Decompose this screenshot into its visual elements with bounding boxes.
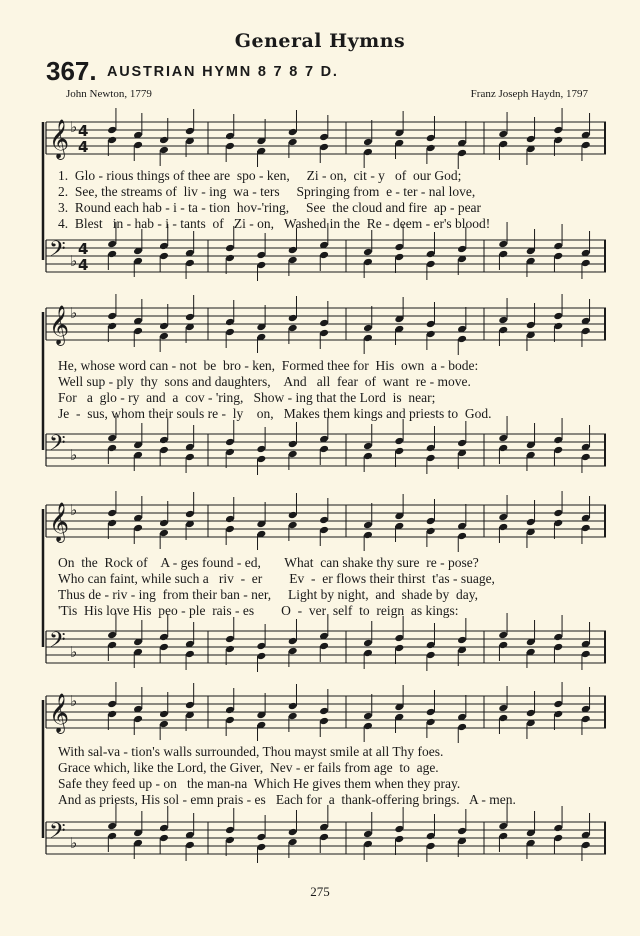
lyric-line: He, whose word can - not be bro - ken, Formed thee for His own a - bode: [58, 358, 479, 373]
lyrics-block [58, 555, 608, 619]
lyrics-block [58, 744, 608, 808]
music-system-4 [40, 688, 610, 873]
bass-staff [46, 613, 606, 672]
key-signature-flat-icon: ♭ [70, 643, 78, 661]
composer-credit: Franz Joseph Haydn, 1797 [470, 88, 588, 100]
treble-staff [46, 294, 606, 355]
bass-staff [46, 416, 606, 475]
lyric-line: Well sup - ply thy sons and daughters, And all fear of want re - move. [58, 374, 471, 389]
key-signature-flat-icon: ♭ [70, 118, 78, 136]
key-signature-flat-icon: ♭ [70, 692, 78, 710]
lyricist-credit: John Newton, 1779 [66, 88, 152, 100]
lyric-line: Who can faint, while such a riv - er Ev - er flows their thirst t'as - suage, [58, 571, 495, 586]
lyric-line: Safe they feed up - on the man-na Which He gives them when they pray. [58, 776, 461, 791]
music-system-2 [40, 300, 610, 485]
key-signature-flat-icon: ♭ [70, 446, 78, 464]
lyric-line: 2. See, the streams of liv - ing wa - ters Springing from e - ter - nal love, [58, 184, 476, 199]
music-system-1 [40, 110, 610, 288]
lyric-line: 4. Blest in - hab - i - tants of Zi - on, Washed in the Re - deem - er's blood! [58, 216, 491, 231]
time-signature-digit: 4 [78, 256, 89, 274]
bass-staff [46, 804, 606, 863]
lyric-line: 3. Round each hab - i - ta - tion hov-'ring, See the cloud and fire ap - pear [58, 200, 482, 215]
tune-name: AUSTRIAN HYMN 8 7 8 7 D. [107, 64, 339, 80]
bass-clef-icon: 𝄢 [49, 431, 66, 461]
lyrics-block [58, 358, 608, 422]
lyrics-block [58, 168, 608, 232]
treble-staff [46, 108, 606, 169]
time-signature-digit: 4 [78, 138, 89, 156]
key-signature-flat-icon: ♭ [70, 304, 78, 322]
lyric-line: On the Rock of A - ges found - ed, What can shake thy sure re - pose? [58, 555, 479, 570]
lyric-line: Thus de - riv - ing from their ban - ner, Light by night, and shade by day, [58, 587, 478, 602]
lyric-line: With sal-va - tion's walls surrounded, Thou mayst smile at all Thy foes. [58, 744, 444, 759]
bass-clef-icon: 𝄢 [49, 628, 66, 658]
treble-clef-icon: 𝄞 [49, 305, 70, 345]
time-signature-digit: 4 [78, 240, 89, 258]
music-system-3 [40, 497, 610, 675]
treble-staff [46, 491, 606, 552]
treble-clef-icon: 𝄞 [49, 693, 70, 733]
lyric-line: And as priests, His sol - emn prais - es Each for a thank-offering brings. A - men. [58, 792, 516, 807]
lyric-line: For a glo - ry and a cov - 'ring, Show - ing that the Lord is near; [58, 390, 436, 405]
hymn-number: 367. [46, 56, 97, 86]
treble-clef-icon: 𝄞 [49, 119, 70, 159]
treble-clef-icon: 𝄞 [49, 502, 70, 542]
page-number: 275 [310, 884, 330, 899]
lyric-line: 1. Glo - rious things of thee are spo - ken, Zi - on, cit - y of our God; [58, 168, 462, 183]
bass-clef-icon: 𝄢 [49, 237, 66, 267]
key-signature-flat-icon: ♭ [70, 252, 78, 270]
lyric-line: Grace which, like the Lord, the Giver, Nev - er fails from age to age. [58, 760, 439, 775]
lyric-line: Je - sus, whom their souls re - ly on, Makes them kings and priests to God. [58, 406, 492, 421]
bass-clef-icon: 𝄢 [49, 819, 66, 849]
page-header: General Hymns [234, 30, 406, 52]
treble-staff [46, 682, 606, 743]
lyric-line: 'Tis His love His peo - ple rais - es O - ver self to reign as kings: [58, 603, 459, 618]
time-signature-digit: 4 [78, 122, 89, 140]
key-signature-flat-icon: ♭ [70, 501, 78, 519]
key-signature-flat-icon: ♭ [70, 834, 78, 852]
